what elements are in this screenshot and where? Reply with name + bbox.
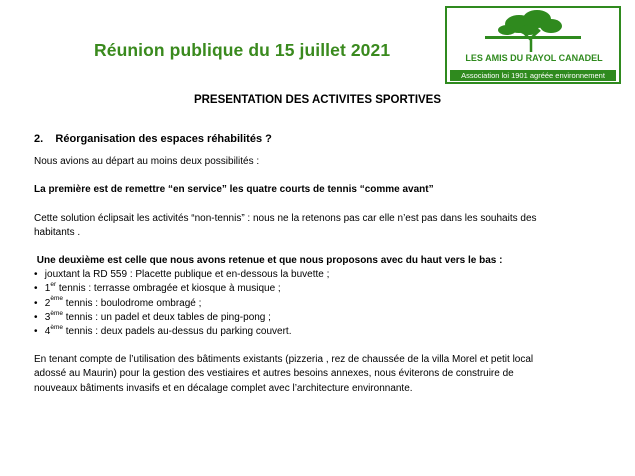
- list-item: • 3ème tennis : un padel et deux tables de ping-pong ;: [34, 311, 604, 325]
- section-heading: [34, 132, 604, 146]
- content: [34, 132, 604, 396]
- logo-name: LES AMIS DU RAYOL CANADEL: [465, 53, 603, 63]
- option-one-comment-line: Cette solution éclipsait les activités “non-tennis” : nous ne la retenons pas car elle n’est pas dans les souhaits des: [34, 212, 537, 224]
- list-item: • 4ème tennis : deux padels au-dessus du parking couvert.: [34, 325, 604, 339]
- list-item: • 2ème tennis : boulodrome ombragé ;: [34, 297, 604, 311]
- page-title: Réunion publique du 15 juillet 2021: [94, 40, 391, 60]
- heading-number: 2.: [34, 133, 44, 145]
- logo-subtitle: Association loi 1901 agréée environnement: [450, 70, 616, 81]
- bullet-icon: •: [34, 297, 38, 309]
- bullet-icon: •: [34, 326, 38, 338]
- list-item: • 1er tennis : terrasse ombragée et kiosque à musique ;: [34, 282, 604, 296]
- list-item: • jouxtant la RD 559 : Placette publique et en-dessous la buvette ;: [34, 268, 604, 282]
- bullet-list: [34, 268, 604, 339]
- intro-text: Nous avions au départ au moins deux possibilités :: [34, 156, 260, 168]
- bullet-icon: •: [34, 269, 38, 281]
- heading-text: Réorganisation des espaces réhabilités ?: [55, 133, 272, 145]
- logo: [445, 6, 621, 84]
- conclusion-line: nouveaux bâtiments invasifs et en décalage complet avec l’architecture environnante.: [34, 382, 413, 394]
- option-one-comment-line: habitants .: [34, 226, 81, 238]
- bullet-icon: •: [34, 311, 38, 323]
- conclusion-line: En tenant compte de l’utilisation des bâtiments existants (pizzeria , rez de chaussée de la villa Morel et petit local: [34, 354, 534, 366]
- section-title: PRESENTATION DES ACTIVITES SPORTIVES: [193, 94, 442, 106]
- option-one: La première est de remettre “en service” les quatre courts de tennis “comme avant”: [34, 184, 434, 196]
- conclusion-line: adossé au Maurin) pour la gestion des vestiaires et autres besoins annexes, nous éviterons de construire de: [34, 368, 514, 380]
- option-two: Une deuxième est celle que nous avons retenue et que nous proposons avec du haut vers le bas :: [36, 255, 503, 267]
- bullet-icon: •: [34, 283, 38, 295]
